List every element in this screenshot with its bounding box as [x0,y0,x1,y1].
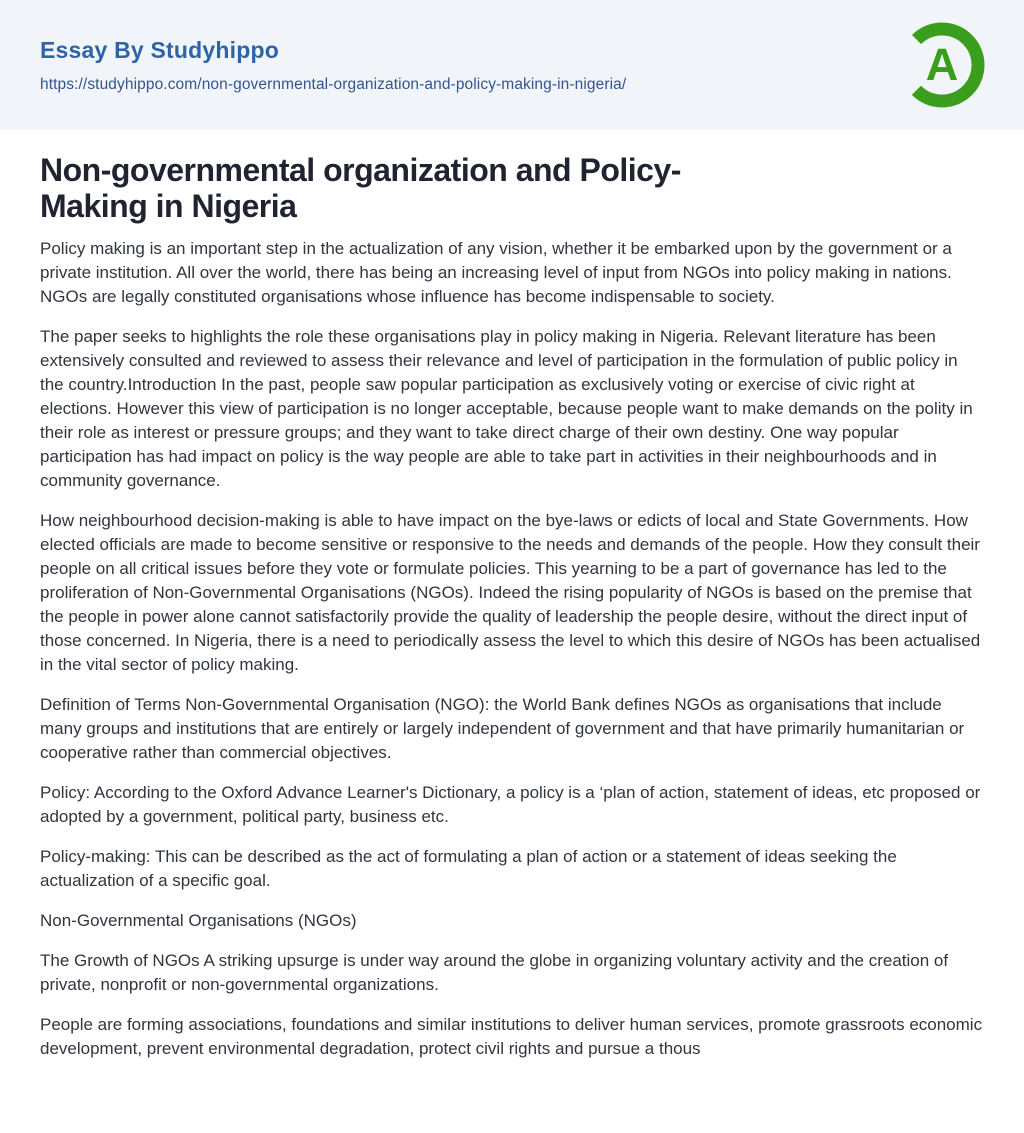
article-paragraph: People are forming associations, foundations and similar institutions to deliver human services, promote grassroots economic development, prevent environmental degradation, protect civil rights and pursue a thous [40,1015,983,1058]
article-paragraph: Policy making is an important step in the actualization of any vision, whether it be embarked upon by the government or a private institution. All over the world, there has being an increasing level of input from NGOs into policy making in nations. NGOs are legally constituted organisations whose influence has become indispensable to society. [40,239,952,306]
article-paragraph: The paper seeks to highlights the role these organisations play in policy making in Nigeria. Relevant literature has been extensively consulted and reviewed to assess their relevance and level of participation in the formulation of public policy in the country.Introduction In the past, people saw popular participation as exclusively voting or exercise of civic right at elections. However this view of participation is no longer acceptable, because people want to make demands on the polity in their role as interest or pressure groups; and they want to take direct charge of their own destiny. One way popular participation has had impact on policy is the way people are able to take part in activities in their neighbourhoods and in community governance. [40,327,973,490]
article-paragraph: How neighbourhood decision-making is able to have impact on the bye-laws or edicts of local and State Governments. How elected officials are made to become sensitive or responsive to the needs and demands of the people. How they consult their people on all critical issues before they vote or formulate policies. This yearning to be a part of governance has led to the proliferation of Non-Governmental Organisations (NGOs). Indeed the rising popularity of NGOs is based on the premise that the people in power alone cannot satisfactorily provide the quality of leadership the people desire, without the direct input of those concerned. In Nigeria, there is a need to periodically assess the level to which this desire of NGOs has been actualised in the vital sector of policy making. [40,511,981,674]
article-paragraph: Policy-making: This can be described as the act of formulating a plan of action or a statement of ideas seeking the actualization of a specific goal. [40,847,897,890]
studyhippo-logo [898,21,986,109]
article-paragraph: Definition of Terms Non-Governmental Organisation (NGO): the World Bank defines NGOs as organisations that include many groups and institutions that are entirely or largely independent of government and that have primarily humanitarian or cooperative rather than commercial objectives. [40,695,965,762]
article-body [40,237,984,1061]
article-paragraph: The Growth of NGOs A striking upsurge is under way around the globe in organizing voluntary activity and the creation of private, nonprofit or non-governmental organizations. [40,951,949,994]
article [0,152,1024,1061]
header-text [40,37,626,94]
article-paragraph: Policy: According to the Oxford Advance Learner's Dictionary, a policy is a ‘plan of action, statement of ideas, etc proposed or adopted by a government, political party, business etc. [40,783,981,826]
source-url-link[interactable]: https://studyhippo.com/non-governmental-organization-and-policy-making-in-nigeria/ [40,75,627,93]
header [0,0,1024,130]
logo-letter: A [925,38,959,90]
article-paragraph: Non-Governmental Organisations (NGOs) [40,911,357,930]
article-title: Non-governmental organization and Policy-Making in Nigeria [40,152,681,224]
brand-title: Essay By Studyhippo [40,36,279,63]
